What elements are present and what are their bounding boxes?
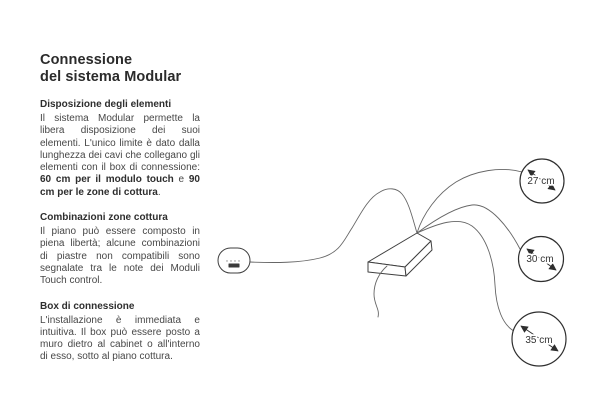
body-text: L'installazione è immediata e intuitiva. Il box può essere posto a muro dietro al cabinet o all'interno di esso, sotto al piano cottura.: [40, 314, 200, 363]
body-text: .: [157, 186, 161, 198]
zone-label-30cm: 30 cm: [526, 254, 554, 265]
page-title-line2: del sistema Modular: [40, 68, 182, 85]
touch-module-display: [229, 264, 240, 268]
connection-box: [368, 233, 432, 276]
zone-label-27cm: 27 cm: [527, 176, 555, 187]
touch-module: [218, 248, 250, 273]
zone-label-35cm: 35 cm: [525, 335, 553, 346]
zone-circle-35cm: [512, 312, 566, 366]
body-text: Il sistema Modular permette la libera disposizione dei suoi elementi. L'unico limite è dato dalla lunghezza dei cavi che collegano gli elementi con il box di connessione:: [40, 113, 200, 174]
body-text-bold: 60 cm per il modulo touch: [40, 174, 174, 186]
body-text-bold: 90 cm per le zone di cottura: [40, 174, 200, 198]
zone-circle-27cm: [520, 159, 564, 203]
body-text: Il piano può essere composto in piena libertà; alcune combinazioni di piastre non compatibili sono segnalate tra le note dei Moduli Touch control.: [40, 226, 200, 287]
section-heading: Disposizione degli elementi: [40, 99, 172, 110]
body-text: e: [173, 174, 189, 186]
page-title-line1: Connessione: [40, 52, 133, 68]
cable-zone-35cm: [417, 221, 516, 332]
cable-zone-27cm: [417, 169, 522, 233]
section-heading: Combinazioni zone cottura: [40, 212, 168, 224]
zone-circle-30cm: [519, 237, 564, 282]
section-heading: Box di connessione: [40, 300, 135, 312]
touch-module-body: [218, 248, 250, 273]
